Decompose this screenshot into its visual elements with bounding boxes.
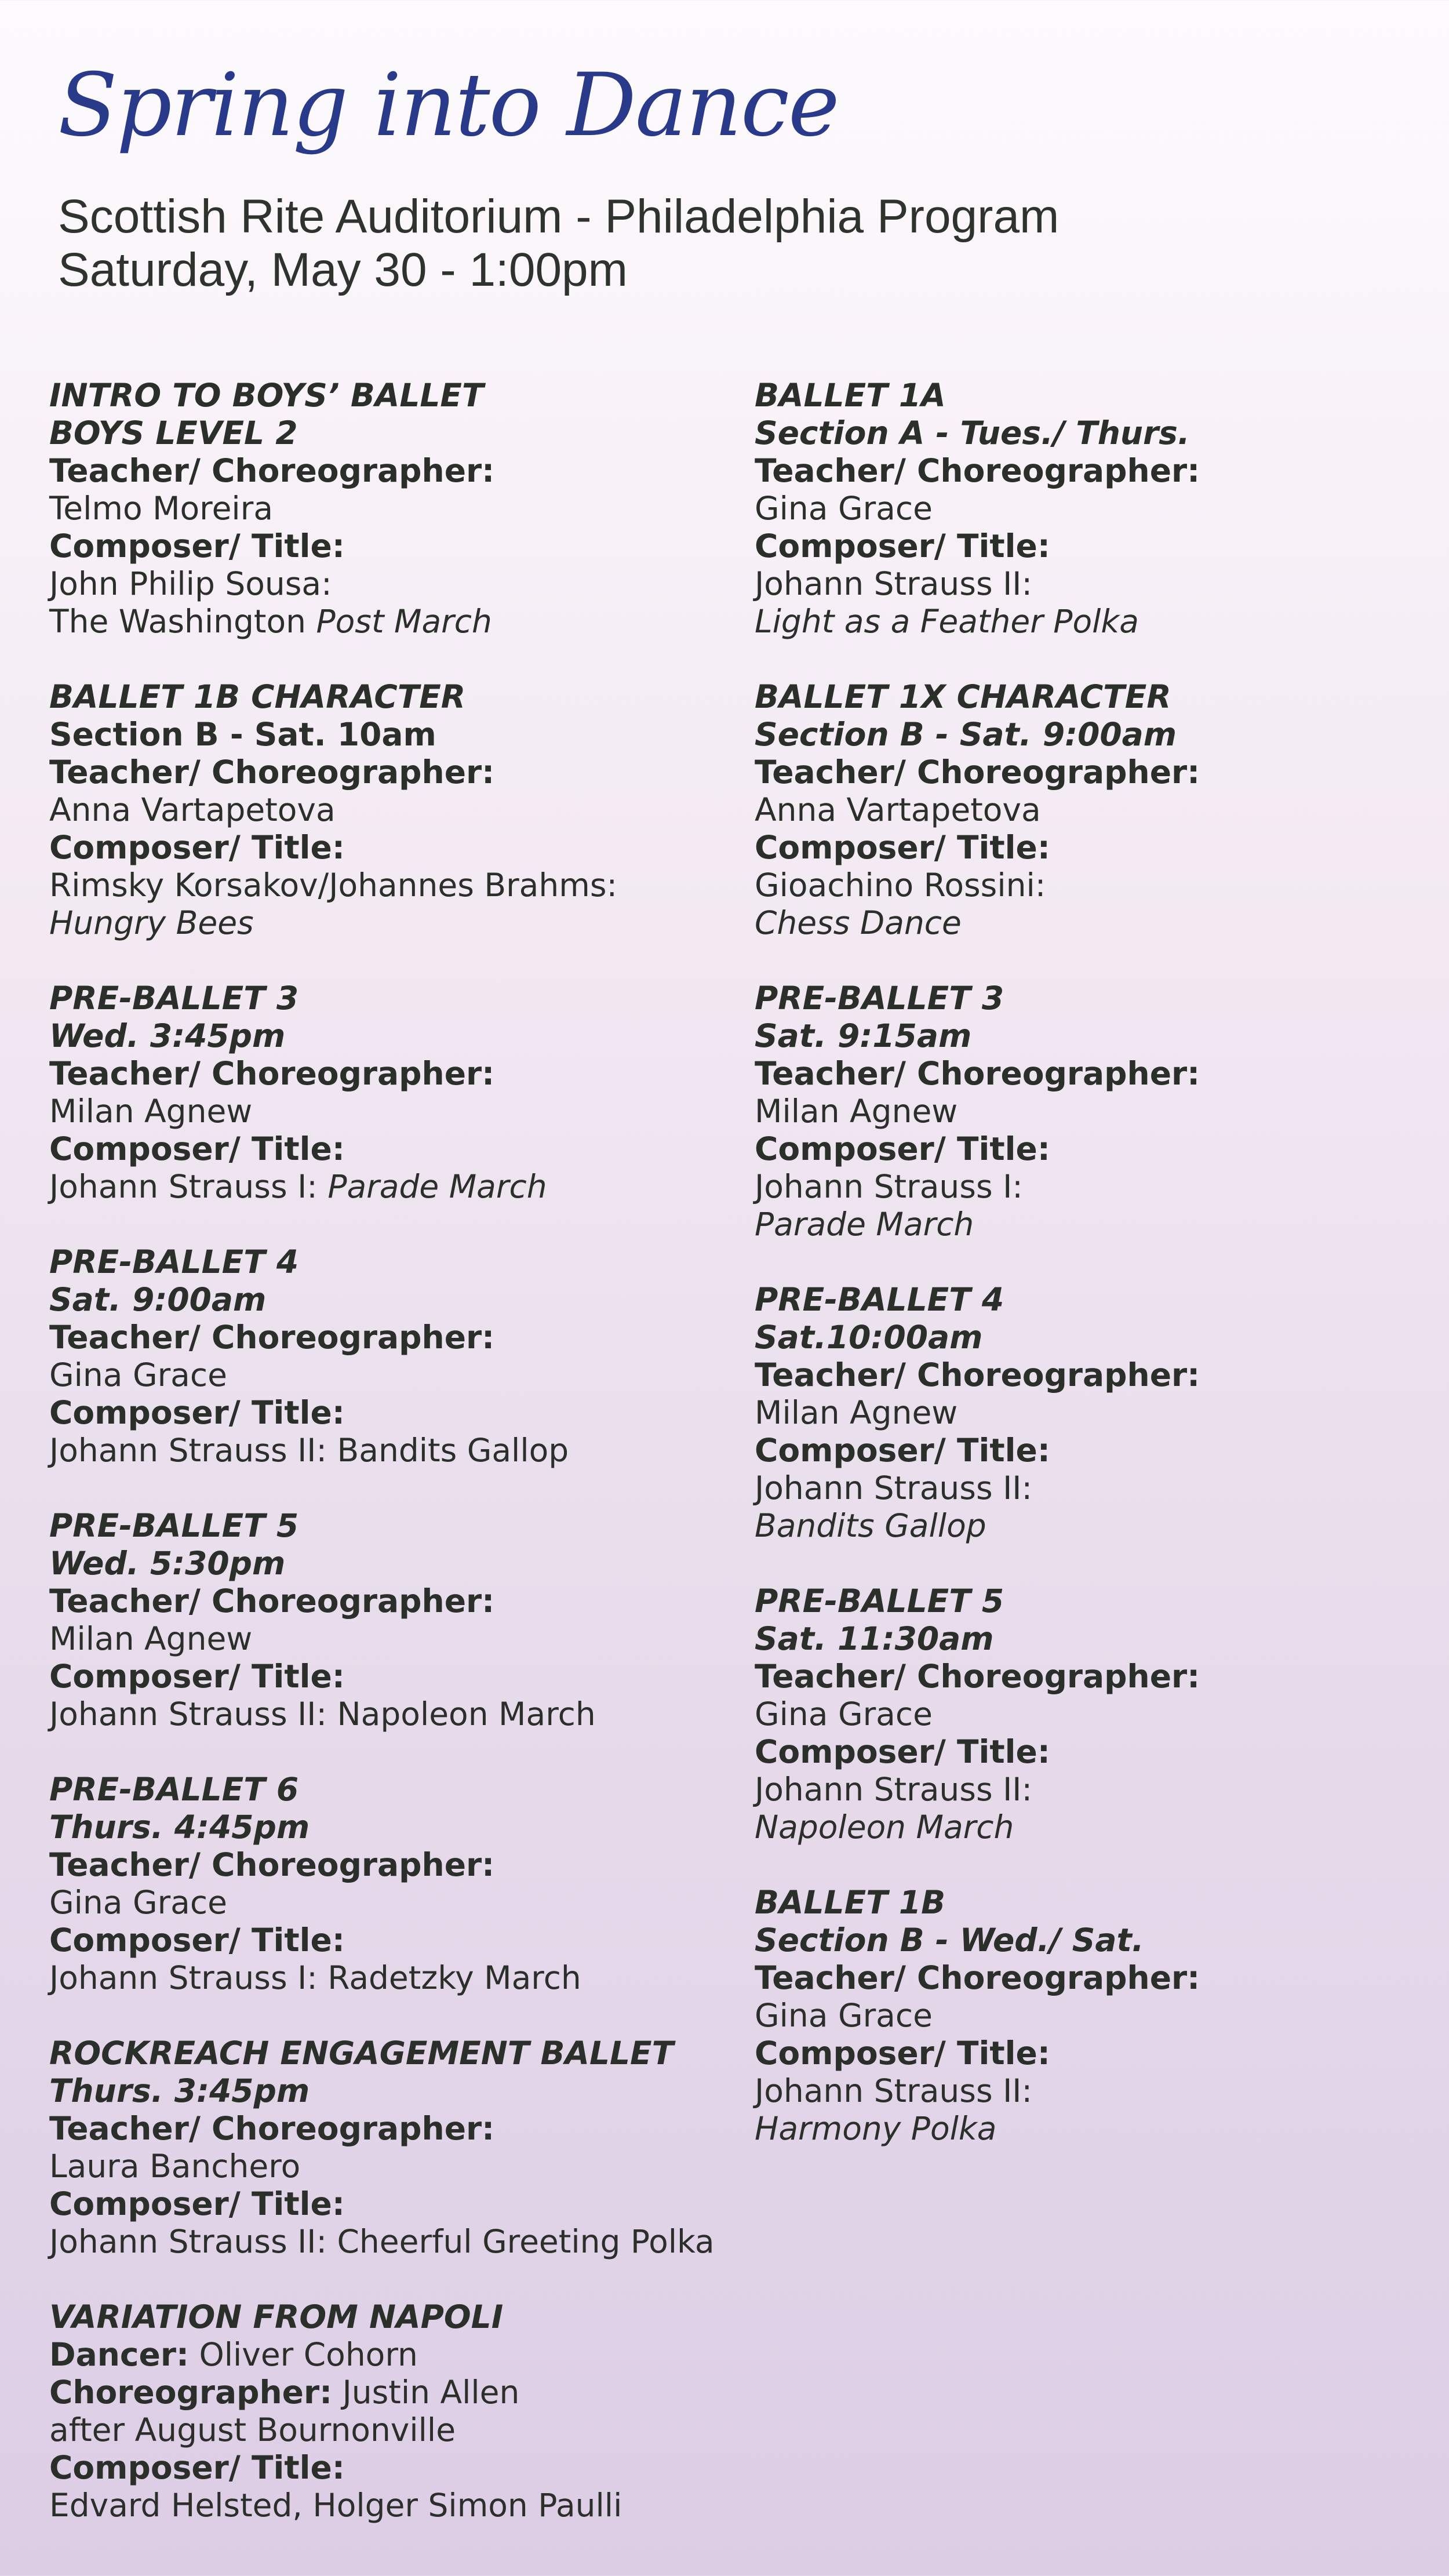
- dancer-name: Oliver Cohorn: [199, 2336, 418, 2373]
- teacher-name: Milan Agnew: [49, 1093, 253, 1130]
- class-name: BALLET 1X CHARACTER: [755, 678, 1171, 715]
- composer-name: Johann Strauss II: Napoleon March: [49, 1695, 596, 1733]
- teacher-name: Anna Vartapetova: [49, 791, 336, 828]
- class-section: Wed. 5:30pm: [49, 1545, 286, 1582]
- class-section: BOYS LEVEL 2: [49, 414, 298, 452]
- class-name: BALLET 1B: [755, 1884, 946, 1921]
- composer-name: Johann Strauss I:: [755, 1168, 1023, 1205]
- composer-name: Edvard Helsted, Holger Simon Paulli: [49, 2487, 622, 2524]
- class-name: PRE-BALLET 6: [49, 1771, 299, 1808]
- class-section: Section A - Tues./ Thurs.: [755, 414, 1190, 452]
- program-entry: [49, 1243, 745, 1469]
- teacher-label: Teacher/ Choreographer:: [49, 1319, 495, 1356]
- class-section: Sat.10:00am: [755, 1319, 983, 1356]
- class-section: Sat. 9:15am: [755, 1017, 972, 1054]
- composer-name: Johann Strauss II:: [755, 2072, 1033, 2109]
- dancer-label: Dancer:: [49, 2336, 189, 2373]
- piece-title-italic: Post March: [316, 603, 492, 640]
- composer-label: Composer/ Title:: [755, 2035, 1050, 2072]
- program-entry: [49, 678, 745, 942]
- dancer-line: [49, 2336, 745, 2374]
- composer-name: Rimsky Korsakov/Johannes Brahms:: [49, 867, 618, 904]
- teacher-label: Teacher/ Choreographer:: [49, 1582, 495, 1620]
- piece-title: Parade March: [327, 1168, 547, 1205]
- class-name: PRE-BALLET 4: [49, 1243, 299, 1280]
- composer-label: Composer/ Title:: [49, 829, 345, 866]
- program-entry: [49, 1771, 745, 1997]
- program-entry: [755, 1582, 1449, 1846]
- composer-label: Composer/ Title:: [49, 2185, 345, 2222]
- program-entry: [49, 2035, 745, 2261]
- piece-title: Harmony Polka: [755, 2110, 997, 2147]
- teacher-label: Teacher/ Choreographer:: [49, 452, 495, 489]
- composer-label: Composer/ Title:: [49, 527, 345, 565]
- composer-label: Composer/ Title:: [755, 829, 1050, 866]
- composer-name: Johann Strauss II:: [755, 565, 1033, 602]
- composer-label: Composer/ Title:: [49, 1130, 345, 1167]
- class-name: PRE-BALLET 4: [755, 1281, 1004, 1318]
- program-entry: [49, 980, 745, 1206]
- teacher-name: Gina Grace: [755, 490, 933, 527]
- program-entry: [49, 1507, 745, 1733]
- teacher-label: Teacher/ Choreographer:: [49, 754, 495, 791]
- composer-name: John Philip Sousa:: [49, 565, 332, 602]
- composer-name: Johann Strauss II:: [755, 1469, 1033, 1507]
- piece-title: [49, 603, 745, 641]
- choreographer-label: Choreographer:: [49, 2374, 333, 2411]
- teacher-label: Teacher/ Choreographer:: [49, 1055, 495, 1092]
- choreographer-line: [49, 2374, 745, 2411]
- teacher-name: Gina Grace: [755, 1997, 933, 2034]
- class-section: Wed. 3:45pm: [49, 1017, 286, 1054]
- class-section: Section B - Wed./ Sat.: [755, 1922, 1144, 1959]
- class-name: INTRO TO BOYS’ BALLET: [49, 377, 484, 414]
- teacher-name: Gina Grace: [755, 1695, 933, 1733]
- teacher-name: Telmo Moreira: [49, 490, 274, 527]
- piece-title-plain: The Washington: [49, 603, 316, 640]
- class-name: PRE-BALLET 5: [755, 1582, 1004, 1620]
- class-section: Thurs. 3:45pm: [49, 2072, 310, 2109]
- composer-label: Composer/ Title:: [755, 1130, 1050, 1167]
- program-entry: [755, 1884, 1449, 2148]
- class-section: Sat. 11:30am: [755, 1620, 994, 1657]
- piece-title: Hungry Bees: [49, 904, 254, 941]
- composer-label: Composer/ Title:: [49, 2449, 345, 2486]
- teacher-name: Gina Grace: [49, 1356, 227, 1393]
- composer-name: Johann Strauss I:: [49, 1168, 328, 1205]
- composer-label: Composer/ Title:: [755, 1432, 1050, 1469]
- composer-line: [49, 1168, 745, 1206]
- teacher-name: Gina Grace: [49, 1884, 227, 1921]
- class-name: VARIATION FROM NAPOLI: [49, 2298, 504, 2335]
- teacher-name: Laura Banchero: [49, 2148, 301, 2185]
- teacher-label: Teacher/ Choreographer:: [755, 1658, 1200, 1695]
- class-name: PRE-BALLET 3: [755, 980, 1004, 1017]
- composer-name: Gioachino Rossini:: [755, 867, 1046, 904]
- program-entry: [755, 980, 1449, 1243]
- class-section: Thurs. 4:45pm: [49, 1809, 310, 1846]
- class-name: BALLET 1B CHARACTER: [49, 678, 466, 715]
- piece-title: Napoleon March: [755, 1809, 1014, 1846]
- class-name: PRE-BALLET 5: [49, 1507, 299, 1544]
- piece-title: Parade March: [755, 1206, 974, 1243]
- class-section: Sat. 9:00am: [49, 1281, 267, 1318]
- teacher-label: Teacher/ Choreographer:: [755, 1356, 1200, 1393]
- program-right-column: [755, 377, 1449, 2185]
- program-entry: [755, 1281, 1449, 1545]
- teacher-label: Teacher/ Choreographer:: [755, 754, 1200, 791]
- teacher-label: Teacher/ Choreographer:: [49, 2110, 495, 2147]
- piece-title: Light as a Feather Polka: [755, 603, 1139, 640]
- program-entry: [49, 377, 745, 641]
- composer-name: Johann Strauss II: Cheerful Greeting Polka: [49, 2223, 715, 2260]
- composer-name: Johann Strauss II:: [755, 1771, 1033, 1808]
- teacher-name: Milan Agnew: [755, 1093, 958, 1130]
- composer-name: Johann Strauss II: Bandits Gallop: [49, 1432, 569, 1469]
- program-entry: [49, 2298, 745, 2524]
- class-name: ROCKREACH ENGAGEMENT BALLET: [49, 2035, 674, 2072]
- teacher-label: Teacher/ Choreographer:: [755, 1055, 1200, 1092]
- class-section: Section B - Sat. 9:00am: [755, 716, 1177, 753]
- composer-name: Johann Strauss I: Radetzky March: [49, 1959, 581, 1996]
- composer-label: Composer/ Title:: [755, 1733, 1050, 1770]
- date-line: Saturday, May 30 - 1:00pm: [58, 243, 628, 296]
- program-entry: [755, 678, 1449, 942]
- class-name: BALLET 1A: [755, 377, 946, 414]
- program-left-column: [49, 377, 745, 2562]
- choreographer-name: Justin Allen: [342, 2374, 520, 2411]
- program-entry: [755, 377, 1449, 641]
- program-title: Spring into Dance: [58, 55, 839, 156]
- choreographer-note: after August Bournonville: [49, 2411, 456, 2448]
- teacher-label: Teacher/ Choreographer:: [755, 1959, 1200, 1996]
- program-subtitle: [58, 190, 1059, 297]
- venue-line: Scottish Rite Auditorium - Philadelphia Program: [58, 190, 1060, 243]
- piece-title: Chess Dance: [755, 904, 962, 941]
- teacher-name: Anna Vartapetova: [755, 791, 1041, 828]
- teacher-name: Milan Agnew: [755, 1394, 958, 1431]
- teacher-label: Teacher/ Choreographer:: [49, 1846, 495, 1883]
- composer-label: Composer/ Title:: [755, 527, 1050, 565]
- composer-label: Composer/ Title:: [49, 1394, 345, 1431]
- teacher-label: Teacher/ Choreographer:: [755, 452, 1200, 489]
- piece-title: Bandits Gallop: [755, 1507, 986, 1544]
- composer-label: Composer/ Title:: [49, 1658, 345, 1695]
- teacher-name: Milan Agnew: [49, 1620, 253, 1657]
- class-section: Section B - Sat. 10am: [49, 716, 436, 753]
- class-name: PRE-BALLET 3: [49, 980, 299, 1017]
- composer-label: Composer/ Title:: [49, 1922, 345, 1959]
